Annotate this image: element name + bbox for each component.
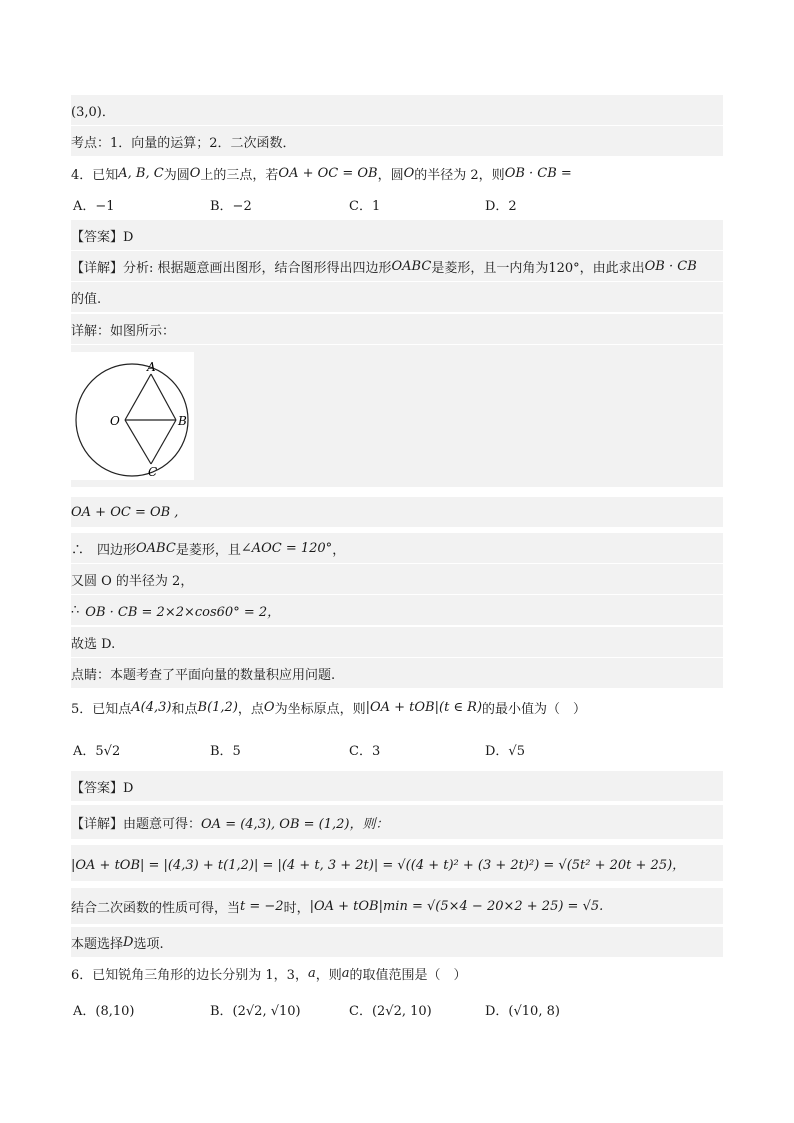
q4-mid2: 上的三点，若 — [200, 167, 279, 183]
q4-option-a: A．−1 — [73, 198, 115, 214]
detail-5-line-2 — [71, 845, 723, 881]
detail-4i-text: 点睛：本题考查了平面向量的数量积应用问题. — [71, 667, 336, 683]
detail-4-line-4 — [71, 497, 723, 527]
q4-abc: A, B, C — [118, 165, 164, 181]
detail-4-line-8 — [71, 627, 723, 657]
answer-4 — [71, 220, 723, 250]
answer-4-text: 【答案】D — [71, 229, 134, 245]
q4-circle-o-2: O — [403, 165, 415, 181]
q4-mid3: ，圆 — [377, 167, 404, 183]
detail-5a-text: OA = (4,3), OB = (1,2)，则： — [201, 816, 389, 832]
q6-option-c: C．(2√2, 10) — [349, 1003, 432, 1019]
detail-4f-text: 又圆 O 的半径为 2， — [71, 573, 194, 589]
q5-point-a: A(4,3) — [131, 699, 172, 715]
detail-5c-mid: 时， — [283, 900, 310, 916]
question-5-options — [71, 734, 723, 764]
q5-tail: 的最小值为（ ） — [482, 701, 587, 717]
detail-4h-text: 故选 D. — [71, 636, 116, 652]
detail-4e-mid: 是菱形，且 — [175, 542, 241, 558]
q6-var-a: a — [307, 965, 316, 981]
answer-fragment-line — [71, 95, 723, 125]
detail-4e-tail: ， — [332, 542, 346, 558]
detail-4-line-2 — [71, 282, 723, 312]
detail-5-line-4 — [71, 927, 723, 957]
q4-prefix: 4．已知 — [71, 167, 119, 183]
detail-4a-tail: 是菱形，且一内角为120°，由此求出 — [431, 260, 645, 276]
q6-text-tail: 的取值范围是（ ） — [349, 967, 467, 983]
segment-cb — [151, 420, 176, 464]
detail-4-line-5 — [71, 533, 723, 563]
q6-var-a-2: a — [341, 965, 350, 981]
detail-4-line-7 — [71, 595, 723, 625]
q4-option-b: B．−2 — [210, 198, 252, 214]
q4-circle-o: O — [189, 165, 201, 181]
detail-4c-text: 详解：如图所示： — [71, 323, 176, 339]
detail-5b-text: |OA + tOB| = |(4,3) + t(1,2)| = |(4 + t, 3 + 2t)| = √((4 + t)² + (3 + 2t)²) = √(5t² + 20t + 25)， — [71, 857, 686, 873]
question-5-stem — [71, 692, 723, 722]
detail-4a-ask: OB · CB — [644, 258, 697, 274]
q5-prefix: 5．已知点 — [71, 701, 132, 717]
answer-5-text: 【答案】D — [71, 780, 134, 796]
question-4-stem — [71, 158, 723, 188]
detail-5c-pre: 结合二次函数的性质可得，当 — [71, 900, 241, 916]
question-4-options — [71, 189, 723, 219]
label-o: O — [110, 414, 120, 428]
detail-5d-tail: 选项. — [133, 936, 164, 952]
q5-mid1: 和点 — [171, 701, 198, 717]
q5-origin: O — [263, 699, 275, 715]
q6-option-a: A．(8,10) — [73, 1003, 135, 1019]
detail-4d-text: OA + OC = OB , — [71, 504, 179, 520]
circle-figure-svg — [71, 352, 194, 480]
q5-point-b: B(1,2) — [197, 699, 238, 715]
detail-4a-shape: OABC — [391, 258, 432, 274]
detail-4-line-6 — [71, 564, 723, 594]
detail-5-line-3 — [71, 888, 723, 924]
detail-4-line-3 — [71, 314, 723, 344]
detail-4e-shape: OABC — [136, 540, 176, 556]
label-c: C — [148, 465, 158, 479]
label-b: B — [178, 414, 187, 428]
q6-text-pre: 6．已知锐角三角形的边长分别为 1，3， — [71, 967, 308, 983]
detail-4-line-1 — [71, 251, 723, 281]
detail-5d-d: D — [123, 934, 134, 950]
q6-option-d: D．(√10, 8) — [485, 1003, 560, 1019]
q5-option-b: B．5 — [210, 743, 241, 759]
detail-5d-pre: 本题选择 — [71, 936, 124, 952]
detail-4g-pre: ∴ — [71, 602, 80, 618]
q5-option-d: D．√5 — [485, 743, 525, 759]
question-6-stem — [71, 958, 723, 988]
detail-4e-pre: ∴ 四边形 — [71, 542, 137, 558]
answer-5 — [71, 771, 723, 801]
detail-4g-text: OB · CB = 2×2×cos60° = 2， — [85, 604, 281, 620]
detail-4b-text: 的值. — [71, 291, 102, 307]
detail-5a-pre: 【详解】由题意可得： — [71, 816, 202, 832]
label-a: A — [147, 360, 156, 374]
detail-5c-text: |OA + tOB|min = √(5×4 − 20×2 + 25) = √5. — [309, 898, 604, 914]
q4-mid4: 的半径为 2，则 — [414, 167, 505, 183]
detail-4a-text: 【详解】分析: 根据题意画出图形，结合图形得出四边形 — [71, 260, 392, 276]
detail-5c-t: t = −2 — [240, 898, 284, 914]
q4-vector-equation: OA + OC = OB — [278, 165, 378, 181]
text-l2: 考点：1．向量的运算；2．二次函数． — [71, 135, 296, 151]
q4-option-d: D．2 — [485, 198, 517, 214]
q6-option-b: B．(2√2, √10) — [210, 1003, 301, 1019]
circle-rhombus-figure — [71, 352, 194, 480]
detail-4-line-9 — [71, 658, 723, 688]
topic-line — [71, 126, 723, 156]
q4-ask: OB · CB = — [504, 165, 572, 181]
q4-option-c: C．1 — [349, 198, 381, 214]
q5-mid3: 为坐标原点，则 — [274, 701, 366, 717]
detail-5-line-1 — [71, 805, 723, 839]
q5-option-c: C．3 — [349, 743, 381, 759]
q4-mid1: 为圆 — [163, 167, 190, 183]
text-l1: (3,0)． — [71, 104, 115, 120]
detail-4e-angle: ∠AOC = 120° — [240, 540, 333, 556]
q5-mid2: ，点 — [237, 701, 264, 717]
q5-expression: |OA + tOB|(t ∈ R) — [365, 699, 483, 715]
question-6-options — [71, 994, 723, 1024]
q6-text-mid: ，则 — [315, 967, 342, 983]
segment-oc — [125, 420, 151, 464]
q5-option-a: A．5√2 — [73, 743, 121, 759]
segment-oa — [125, 374, 151, 420]
